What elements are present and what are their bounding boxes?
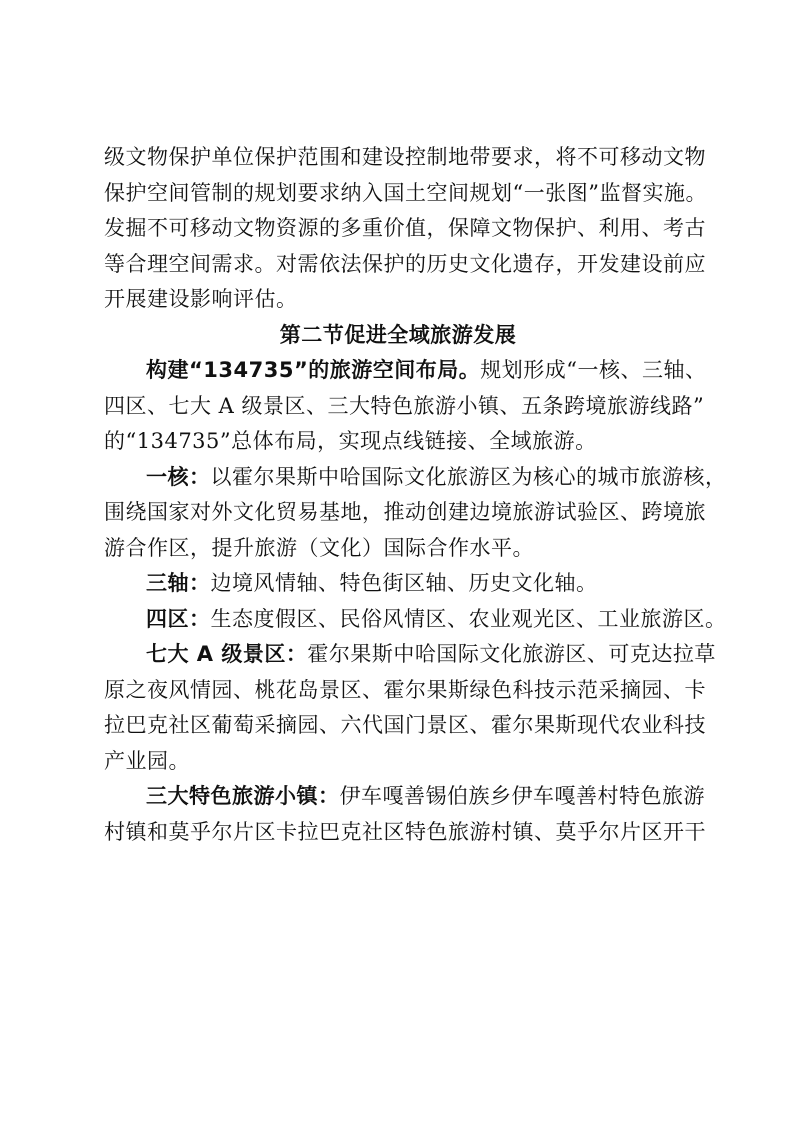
paragraph-line: 级文物保护单位保护范围和建设控制地带要求，将不可移动文物 <box>104 145 706 169</box>
paragraph-lead-bold: 三轴： <box>146 571 211 595</box>
paragraph-line <box>104 602 727 638</box>
paragraph-line <box>104 779 705 815</box>
paragraph-text: 生态度假区、民俗风情区、农业观光区、工业旅游区。 <box>210 606 727 631</box>
paragraph-line: 游合作区，提升旅游（文化）国际合作水平。 <box>104 535 534 560</box>
paragraph-line: 四区、七大 A 级景区、三大特色旅游小镇、五条跨境旅游线路” <box>104 393 705 418</box>
paragraph-line <box>104 566 692 602</box>
paragraph-lead-bold: 三大特色旅游小镇： <box>146 784 340 808</box>
paragraph-lead-bold: 构建“134735”的旅游空间布局。 <box>146 358 481 382</box>
paragraph-lead-bold: 四区： <box>146 606 211 631</box>
paragraph-line: 产业园。 <box>104 748 190 773</box>
paragraph-line: 发掘不可移动文物资源的多重价值，保障文物保护、利用、考古 <box>104 216 706 240</box>
paragraph-line: 保护空间管制的规划要求纳入国土空间规划“一张图”监督实施。 <box>104 180 707 205</box>
paragraph-lead-bold: 一核： <box>146 464 211 489</box>
paragraph-line: 开展建设影响评估。 <box>104 287 298 311</box>
paragraph-line: 等合理空间需求。对需依法保护的历史文化遗存，开发建设前应 <box>104 251 706 276</box>
paragraph-line: 的“134735”总体布局，实现点线链接、全域旅游。 <box>104 429 597 453</box>
paragraph-line: 原之夜风情园、桃花岛景区、霍尔果斯绿色科技示范采摘园、卡 <box>104 677 706 702</box>
paragraph-line <box>104 460 727 496</box>
paragraph-line: 拉巴克社区葡萄采摘园、六代国门景区、霍尔果斯现代农业科技 <box>104 713 706 737</box>
paragraph-text: 伊车嘎善锡伯族乡伊车嘎善村特色旅游 <box>339 784 705 808</box>
paragraph-text: 边境风情轴、特色街区轴、历史文化轴。 <box>210 571 598 595</box>
paragraph-line <box>104 637 716 673</box>
document-page <box>104 140 727 850</box>
paragraph-line <box>104 353 707 389</box>
paragraph-text: 霍尔果斯中哈国际文化旅游区、可克达拉草 <box>307 642 716 666</box>
paragraph-line: 围绕国家对外文化贸易基地，推动创建边境旅游试验区、跨境旅 <box>104 500 706 524</box>
section-title: 第二节促进全域旅游发展 <box>279 322 517 347</box>
paragraph-text: 以霍尔果斯中哈国际文化旅游区为核心的城市旅游核， <box>210 464 727 489</box>
paragraph-text: 规划形成“一核、三轴、 <box>480 358 707 382</box>
paragraph-lead-bold: 七大 A 级景区： <box>146 642 308 666</box>
paragraph-line: 村镇和莫乎尔片区卡拉巴克社区特色旅游村镇、莫乎尔片区开干 <box>104 819 706 844</box>
